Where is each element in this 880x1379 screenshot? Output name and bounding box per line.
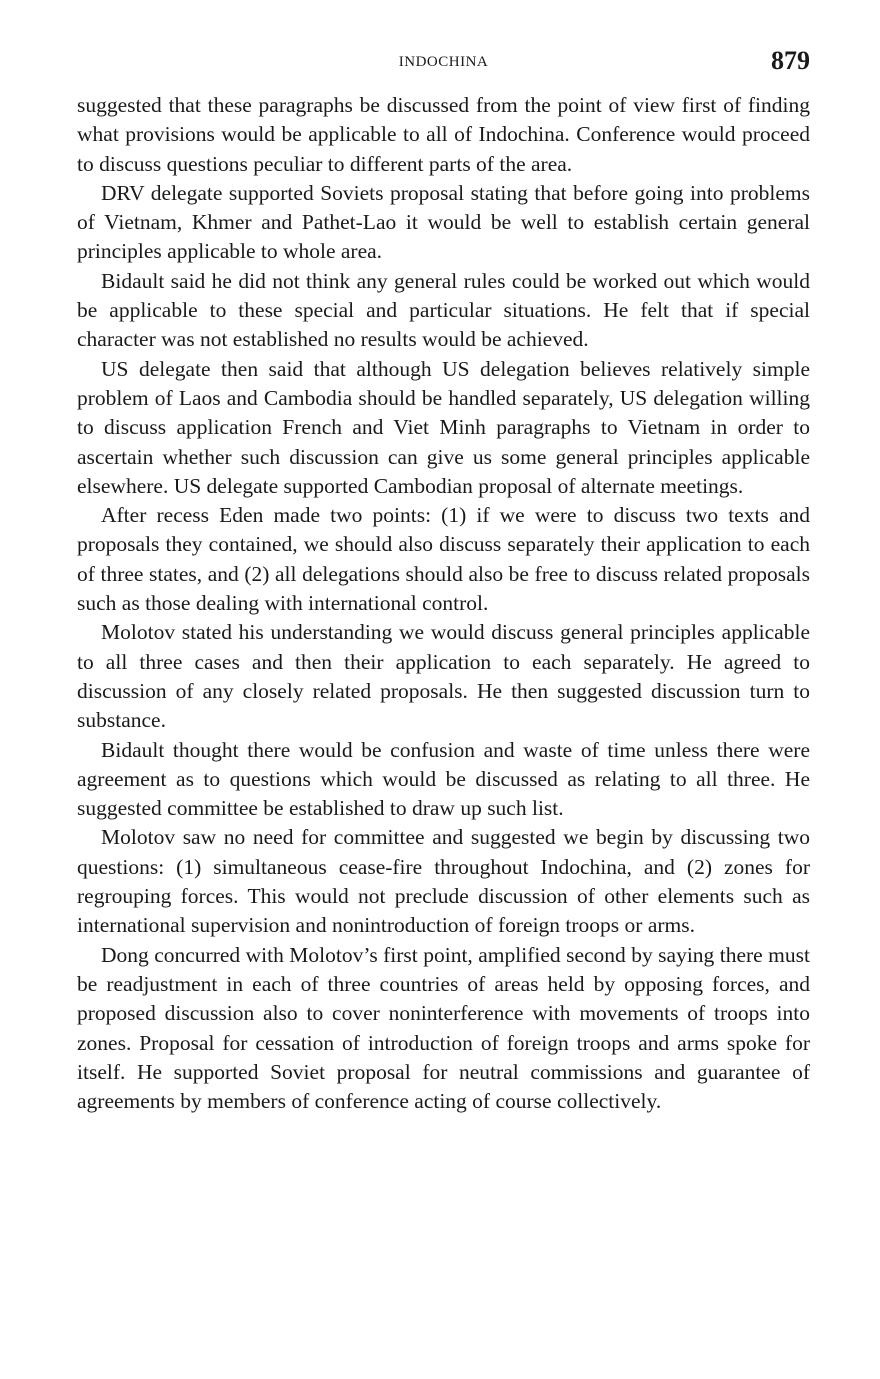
paragraph-drv-delegate: DRV delegate supported Soviets proposal stating that before going into problems of Vietnam, Khmer and Pathet-Lao it would be well to establish certain general principles applicable to whole area. [77,180,810,264]
running-head [77,46,810,80]
paragraph-dong-concurred: Dong concurred with Molotov’s first point, amplified second by saying there must be readjustment in each of three countries of areas held by opposing forces, and proposed discussion also to cover noninterference with movements of troops into zones. Proposal for cessation of introduction of foreign troops and arms spoke for itself. He supported Soviet proposal for neutral commissions and guarantee of agreements by members of conference acting of course collectively. [77,942,810,1114]
paragraph-bidault-general-rules: Bidault said he did not think any general rules could be worked out which would be applicable to these special and particular situations. He felt that if special character was not established no results would be achieved. [77,268,810,352]
paragraph-eden-points: After recess Eden made two points: (1) if we were to discuss two texts and proposals they contained, we should also discuss separately their application to each of three states, and (2) all delegations should also be free to discuss related proposals such as those dealing with international control. [77,503,810,616]
body-text [77,91,810,1116]
page-number: 879 [771,46,810,75]
paragraph-molotov-understanding: Molotov stated his understanding we would discuss general principles applicable to all three cases and then their application to each separately. He agreed to discussion of any closely related proposals. He then suggested discussion turn to substance. [77,620,810,733]
paragraph-bidault-committee: Bidault thought there would be confusion and waste of time unless there were agreement as to questions which would be discussed as relating to all three. He suggested committee be established to draw up such list. [77,737,810,821]
paragraph-molotov-questions: Molotov saw no need for committee and suggested we begin by discussing two questions: (1) simultaneous cease-fire throughout Indochina, and (2) zones for regrouping forces. This would not preclude discussion of other elements such as international supervision and nonintroduction of foreign troops or arms. [77,825,810,938]
paragraph-continuation: suggested that these paragraphs be discussed from the point of view first of finding what provisions would be applicable to all of Indochina. Conference would proceed to discuss questions peculiar to different parts of the area. [77,93,810,176]
running-title: INDOCHINA [398,54,489,70]
paragraph-us-delegate: US delegate then said that although US delegation believes relatively simple problem of Laos and Cambodia should be handled separately, US delegation willing to discuss application French and Viet Minh paragraphs to Vietnam in order to ascertain whether such discussion can give us some general principles applicable elsewhere. US delegate supported Cambodian proposal of alternate meetings. [77,356,810,498]
